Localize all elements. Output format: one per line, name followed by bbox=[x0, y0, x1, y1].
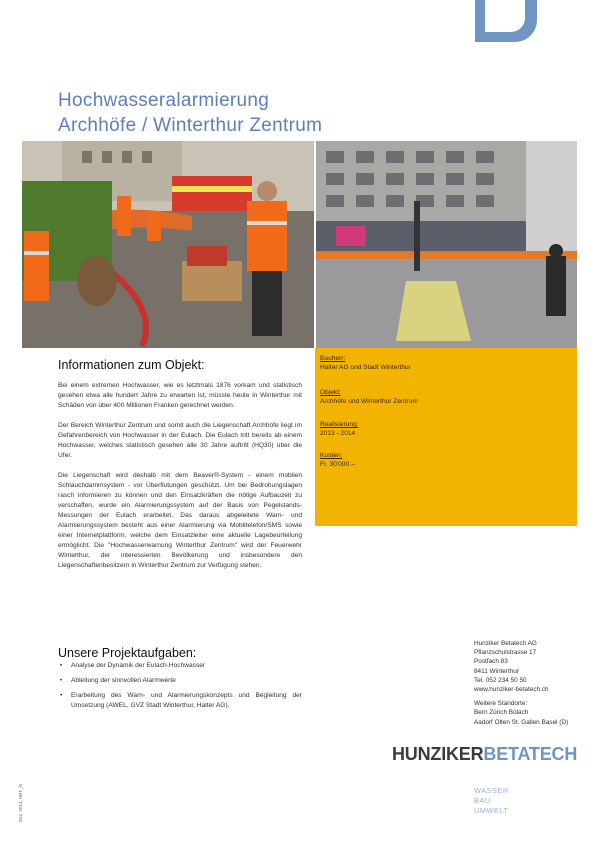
facts-bauherr bbox=[320, 354, 411, 372]
brand-part-1: HUNZIKER bbox=[392, 744, 484, 764]
task-text: Erarbeitung des Warn- und Alarmierungskonzepts und Begleitung der Umsetzung (AWEL, GVZ Stadt Winterthur, Halter AG). bbox=[71, 692, 302, 709]
locations-line-2: Aadorf Olten St. Gallen Basel (D) bbox=[474, 718, 569, 726]
contact-phone: Tel. 052 234 50 50 bbox=[474, 676, 527, 684]
contact-city: 8411 Winterthur bbox=[474, 667, 519, 675]
info-paragraph-3: Die Liegenschaft wird deshalb mit dem Beaver®-System - einem mobilen Schlauchdammsystem - vor Überflutungen geschützt. Um bei Bedrohungslagen rasch informieren zu können und den Einsatzkräften die nötige Aufbauzeit zu verschaffen, wurde ein Alarmierungssystem auf der Basis von Pegelstands-Messungen der Eulach erarbeitet. Das daraus abgeleitete Warn- und Alarmierungssystem besteht aus einer Alarmierung via Mobiltelefon/SMS sowie einer Internetplattform, welche dem Einsatzleiter eine aktuelle Lagebeurteilung ermöglicht. Die "Hochwasserwarnung Winterthur Zentrum" wird der Feuerwehr Winterthur, der interessierten Bevölkerung und insbesondere den Liegenschaftenbesitzern in Winterthur Zentrum zur Verfügung stehen. bbox=[58, 472, 302, 569]
brand-part-2: BETATECH bbox=[483, 744, 578, 764]
photo-flood-barrier-installation bbox=[22, 141, 314, 348]
kosten-value: Fr. 30'000.-- bbox=[320, 461, 356, 468]
task-text: Ableitung der sinnvollen Alarmwerte bbox=[71, 677, 176, 684]
tagline-line-3: UMWELT bbox=[474, 806, 509, 815]
document-code: Dez. 2014, HBT_fo bbox=[18, 783, 23, 822]
photo-street-with-barrier bbox=[316, 141, 577, 348]
tasks-section-heading: Unsere Projektaufgaben: bbox=[58, 646, 197, 660]
contact-website-link[interactable]: www.hunziker-betatech.ch bbox=[474, 686, 549, 694]
info-paragraph-2: Der Bereich Winterthur Zentrum und somit auch die Liegenschaft Archhöfe liegt im Gefahrenbereich von Hochwasser in der Eulach. Die Eulach tritt bereits ab einem Hochwasser, welches statistisch gesehen alle 30 Jahre auftritt (HQ30) über die Ufer. bbox=[58, 422, 302, 459]
brand-wordmark bbox=[392, 744, 577, 765]
contact-street: Pflanzschulstrasse 17 bbox=[474, 649, 537, 657]
contact-block bbox=[474, 639, 568, 727]
page-title bbox=[58, 88, 322, 138]
locations-line-1: Bern Zürich Bülach bbox=[474, 709, 529, 717]
brand-tagline bbox=[474, 786, 509, 816]
contact-company: Hunziker Betatech AG bbox=[474, 640, 537, 647]
bullet-icon: • bbox=[60, 662, 63, 669]
tasks-list bbox=[58, 661, 302, 716]
kosten-label: Kosten: bbox=[320, 452, 343, 459]
tagline-line-2: BAU bbox=[474, 796, 491, 805]
info-section-heading: Informationen zum Objekt: bbox=[58, 358, 205, 372]
tagline-line-1: WASSER bbox=[474, 786, 509, 795]
bullet-icon: • bbox=[60, 692, 63, 699]
bauherr-value: Halter AG und Stadt Winterthur bbox=[320, 364, 411, 371]
bullet-icon: • bbox=[60, 677, 63, 684]
brand-logo-mark bbox=[475, 0, 537, 42]
locations-label: Weitere Standorte: bbox=[474, 700, 528, 708]
facts-realisierung bbox=[320, 420, 358, 438]
bauherr-label: Bauherr: bbox=[320, 355, 346, 362]
list-item bbox=[58, 691, 302, 711]
facts-objekt bbox=[320, 388, 418, 406]
list-item bbox=[58, 661, 302, 671]
title-line-2: Archhöfe / Winterthur Zentrum bbox=[58, 115, 323, 136]
project-facts-box bbox=[315, 348, 577, 526]
facts-kosten bbox=[320, 451, 355, 469]
realisierung-label: Realisierung: bbox=[320, 421, 359, 428]
title-line-1: Hochwasseralarmierung bbox=[58, 90, 270, 111]
list-item bbox=[58, 676, 302, 686]
contact-postbox: Postfach 83 bbox=[474, 658, 508, 666]
objekt-label: Objekt: bbox=[320, 389, 341, 396]
objekt-value: Archhöfe und Winterthur Zentrum bbox=[320, 398, 418, 405]
info-paragraph-1: Bei einem extremen Hochwasser, wie es letztmals 1876 vorkam und statistisch gesehen etwa alle hundert Jahre zu erwarten ist, müsste heute in Winterthur mit Schäden von über 400 Millionen Franken gerechnet werden. bbox=[58, 382, 302, 409]
realisierung-value: 2013 - 2014 bbox=[320, 430, 356, 437]
task-text: Analyse der Dynamik der Eulach-Hochwasser bbox=[71, 662, 206, 669]
info-section-body bbox=[58, 381, 302, 581]
